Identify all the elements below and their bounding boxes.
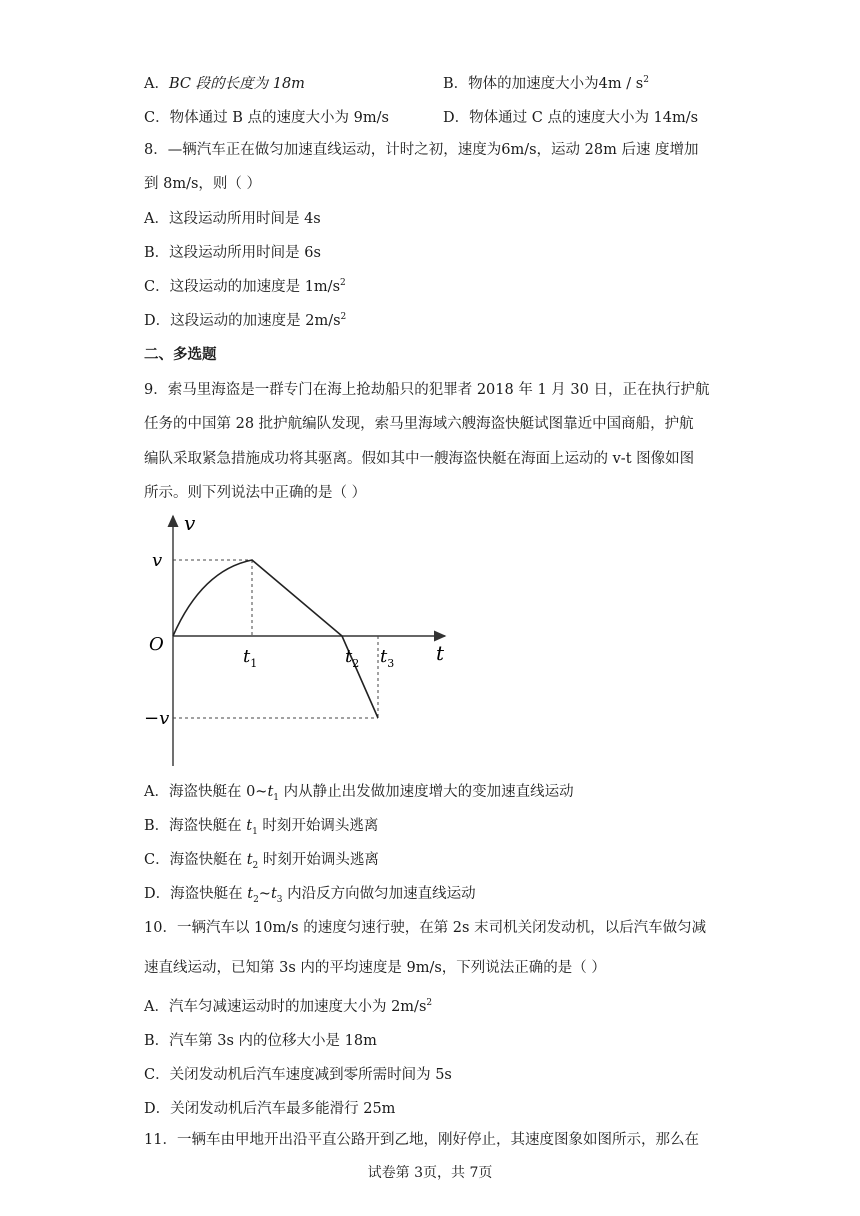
section-title: 二、多选题 xyxy=(144,347,217,363)
t2-label: $t_2$ xyxy=(345,646,360,670)
q7-option-b: B．物体的加速度大小为$4m / s^2$ xyxy=(443,75,649,92)
t-axis-label: t xyxy=(436,641,445,665)
q9-option-d: D．海盗快艇在 $t_2\sim t_3$ 内沿反方向做匀加速直线运动 xyxy=(144,886,476,905)
q7-options-row-2 xyxy=(144,106,744,126)
vt-curve xyxy=(173,560,378,718)
neg-v-value-label: −v xyxy=(144,708,170,729)
q7-option-a: A．BC 段的长度为 18m xyxy=(144,76,305,92)
q8-option-d: D．这段运动的加速度是 $2m/s^2$ xyxy=(144,312,347,329)
q9-option-a: A．海盗快艇在 $0\sim t_1$ 内从静止出发做加速度增大的变加速直线运动 xyxy=(144,784,574,803)
q9-option-c: C．海盗快艇在 $t_2$ 时刻开始调头逃离 xyxy=(144,852,379,871)
q9-stem-line-2: 任务的中国第 28 批护航编队发现，索马里海域六艘海盗快艇试图靠近中国商船，护航 xyxy=(144,416,694,432)
q10-option-a: A．汽车匀减速运动时的加速度大小为 $2m/s^2$ xyxy=(144,998,433,1015)
v-value-label: v xyxy=(152,550,163,571)
q8-option-a: A．这段运动所用时间是 4s xyxy=(144,211,321,227)
q9-stem-line-1: 9．索马里海盗是一群专门在海上抢劫船只的犯罪者 2018 年 1 月 30 日，正在执行护航 xyxy=(144,382,710,398)
q9-stem-line-3: 编队采取紧急措施成功将其驱离。假如其中一艘海盗快艇在海面上运动的 v-t 图像如图 xyxy=(144,451,695,467)
q9-option-b: B．海盗快艇在 $t_1$ 时刻开始调头逃离 xyxy=(144,818,379,837)
q8-option-b: B．这段运动所用时间是 6s xyxy=(144,245,321,261)
q10-stem-line-1: 10．一辆汽车以 10m/s 的速度匀速行驶，在第 2s 末司机关闭发动机，以后汽车做匀减 xyxy=(144,920,707,936)
vt-graph xyxy=(140,508,460,773)
q10-option-c: C．关闭发动机后汽车速度减到零所需时间为 5s xyxy=(144,1067,452,1083)
q9-stem-line-4: 所示。则下列说法中正确的是（ ） xyxy=(144,485,367,501)
q10-stem-line-2: 速直线运动，已知第 3s 内的平均速度是 9m/s，下列说法正确的是（ ） xyxy=(144,960,606,976)
q7-options-row-1 xyxy=(144,72,744,92)
q8-option-c: C．这段运动的加速度是 $1m/s^2$ xyxy=(144,278,346,295)
q7-option-d: D．物体通过 C 点的速度大小为 14m/s xyxy=(443,110,699,126)
page-footer: 试卷第 3页，共 7页 xyxy=(367,1165,493,1181)
v-axis-label: v xyxy=(184,511,196,535)
t3-label: $t_3$ xyxy=(380,646,395,670)
origin-label: O xyxy=(149,634,164,655)
q11-stem-line-1: 11．一辆车由甲地开出沿平直公路开到乙地，刚好停止，其速度图象如图所示，那么在 xyxy=(144,1132,699,1148)
q8-stem-line-1: 8．—辆汽车正在做匀加速直线运动，计时之初，速度为6m/s，运动 28m 后速 度增加 xyxy=(144,142,699,158)
t1-label: $t_1$ xyxy=(243,646,258,670)
q7-option-c: C．物体通过 B 点的速度大小为 9m/s xyxy=(144,110,389,126)
q10-option-b: B．汽车第 3s 内的位移大小是 18m xyxy=(144,1033,377,1049)
q10-option-d: D．关闭发动机后汽车最多能滑行 25m xyxy=(144,1101,396,1117)
q8-stem-line-2: 到 8m/s，则（ ） xyxy=(144,176,262,192)
